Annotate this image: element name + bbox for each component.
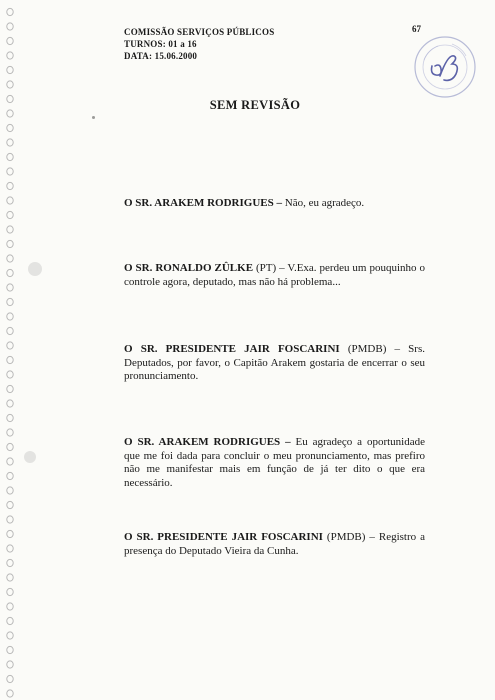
binder-hole xyxy=(7,269,13,276)
binder-hole xyxy=(7,139,13,146)
binder-hole xyxy=(7,327,13,334)
speaker-name: O SR. PRESIDENTE JAIR FOSCARINI xyxy=(124,531,323,543)
page-number: 67 xyxy=(412,24,421,34)
archive-stamp xyxy=(410,32,480,102)
scan-smudge xyxy=(28,262,42,276)
header-date: DATA: 15.06.2000 xyxy=(124,51,198,61)
scan-smudge xyxy=(24,451,36,463)
binder-hole xyxy=(7,255,13,262)
binder-hole xyxy=(7,443,13,450)
speech-text: Não, eu agradeço. xyxy=(282,197,365,209)
speech-text: (PT) – V.Exa. perdeu um pouquinho o controle agora, deputado, mas não há problema... xyxy=(124,262,425,288)
speaker-name: O SR. ARAKEM RODRIGUES – xyxy=(124,436,291,448)
binder-hole xyxy=(7,153,13,160)
binder-hole xyxy=(7,675,13,682)
speaker-name: O SR. PRESIDENTE JAIR FOSCARINI xyxy=(124,343,340,355)
binder-hole xyxy=(7,487,13,494)
binder-hole xyxy=(7,603,13,610)
binder-hole xyxy=(7,240,13,247)
handwritten-initials xyxy=(432,56,458,81)
binder-hole xyxy=(7,313,13,320)
binder-hole xyxy=(7,617,13,624)
binder-hole xyxy=(7,516,13,523)
binder-hole xyxy=(7,284,13,291)
binder-hole xyxy=(7,168,13,175)
speaker-name: O SR. RONALDO ZÛLKE xyxy=(124,262,254,274)
binder-hole xyxy=(7,429,13,436)
binder-hole xyxy=(7,37,13,44)
paragraph-3 xyxy=(124,343,425,384)
binder-hole xyxy=(7,690,13,697)
binder-hole xyxy=(7,52,13,59)
binder-hole xyxy=(7,501,13,508)
binder-hole xyxy=(7,458,13,465)
speaker-name: O SR. ARAKEM RODRIGUES – xyxy=(124,197,282,209)
binder-hole xyxy=(7,23,13,30)
binder-hole xyxy=(7,211,13,218)
binder-hole xyxy=(7,574,13,581)
binder-hole xyxy=(7,298,13,305)
binder-hole xyxy=(7,414,13,421)
binder-hole xyxy=(7,371,13,378)
binder-hole xyxy=(7,661,13,668)
binder-hole xyxy=(7,197,13,204)
paragraph-2 xyxy=(124,262,425,289)
document-header xyxy=(124,26,274,62)
binder-hole xyxy=(7,400,13,407)
scan-smudge xyxy=(92,116,95,119)
binder-hole xyxy=(7,81,13,88)
binder-hole xyxy=(7,646,13,653)
binder-hole xyxy=(7,472,13,479)
binder-hole xyxy=(7,559,13,566)
speech-text: (PMDB) – Srs. Deputados, por favor, o Capitão Arakem gostaria de encerrar o seu pronunciamento. xyxy=(124,343,425,382)
header-shifts: TURNOS: 01 a 16 xyxy=(124,39,197,49)
binder-hole xyxy=(7,385,13,392)
speech-text: Eu agradeço a oportunidade que me foi dada para concluir o meu pronunciamento, mas prefiro não me manifestar mais em função de já ter dito o que era necessário. xyxy=(124,436,425,489)
binder-hole xyxy=(7,226,13,233)
speech-text: (PMDB) – Registro a presença do Deputado Vieira da Cunha. xyxy=(124,531,425,557)
binder-hole xyxy=(7,632,13,639)
binder-hole xyxy=(7,356,13,363)
binder-hole xyxy=(7,588,13,595)
binder-hole xyxy=(7,182,13,189)
header-committee: COMISSÃO SERVIÇOS PÚBLICOS xyxy=(124,27,275,37)
page-title: SEM REVISÃO xyxy=(209,98,301,112)
binder-hole xyxy=(7,530,13,537)
paragraph-1 xyxy=(124,197,425,211)
paragraph-5 xyxy=(124,531,425,558)
paragraph-4 xyxy=(124,436,425,490)
binder-hole xyxy=(7,66,13,73)
binder-hole xyxy=(7,124,13,131)
binder-hole xyxy=(7,8,13,15)
binder-hole xyxy=(7,342,13,349)
binder-hole xyxy=(7,545,13,552)
